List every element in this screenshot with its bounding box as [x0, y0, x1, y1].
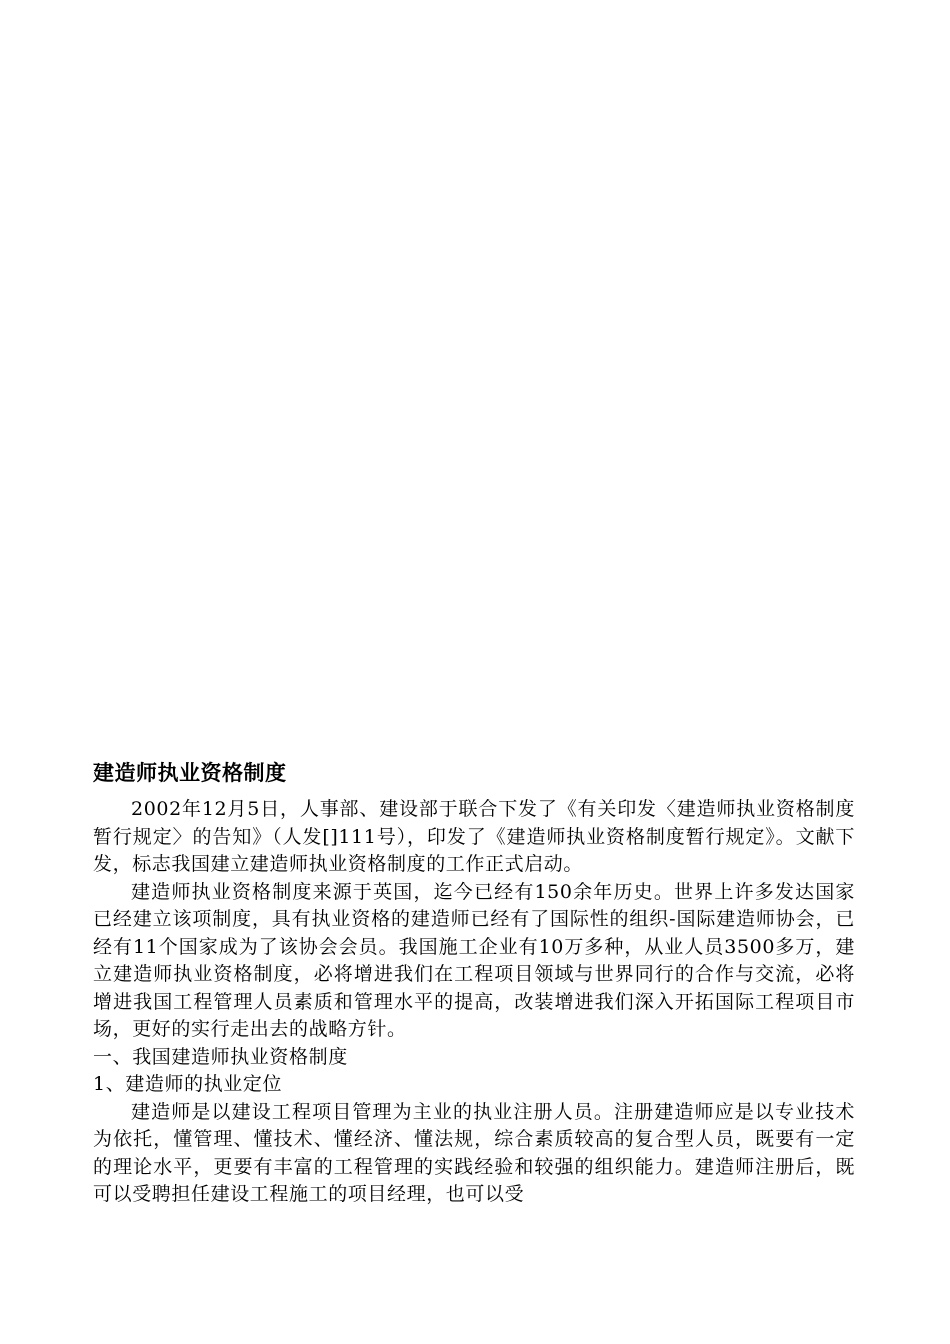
subsection-paragraph: 建造师是以建设工程项目管理为主业的执业注册人员。注册建造师应是以专业技术为依托，懂管理、懂技术、懂经济、懂法规，综合素质较高的复合型人员，既要有一定的理论水平，更要有丰富的工程管理的实践经验和较强的组织能力。建造师注册后，既可以受聘担任建设工程施工的项目经理，也可以受	[93, 1100, 855, 1205]
document-title: 建造师执业资格制度	[93, 761, 287, 785]
document-body	[93, 758, 855, 1209]
section-heading: 一、我国建造师执业资格制度	[93, 1045, 348, 1068]
intro-paragraph: 2002年12月5日，人事部、建设部于联合下发了《有关印发〈建造师执业资格制度暂行规定〉的告知》（人发[]111号），印发了《建造师执业资格制度暂行规定》。文献下发，标志我国建立建造师执业资格制度的工作正式启动。	[93, 798, 855, 875]
history-paragraph: 建造师执业资格制度来源于英国，迄今已经有150余年历史。世界上许多发达国家已经建立该项制度，具有执业资格的建造师已经有了国际性的组织-国际建造师协会，已经有11个国家成为了该协会会员。我国施工企业有10万多种，从业人员3500多万，建立建造师执业资格制度，必将增进我们在工程项目领域与世界同行的合作与交流，必将增进我国工程管理人员素质和管理水平的提高，改装增进我们深入开拓国际工程项目市场，更好的实行走出去的战略方针。	[93, 880, 855, 1040]
subsection-heading: 1、建造师的执业定位	[93, 1073, 283, 1095]
